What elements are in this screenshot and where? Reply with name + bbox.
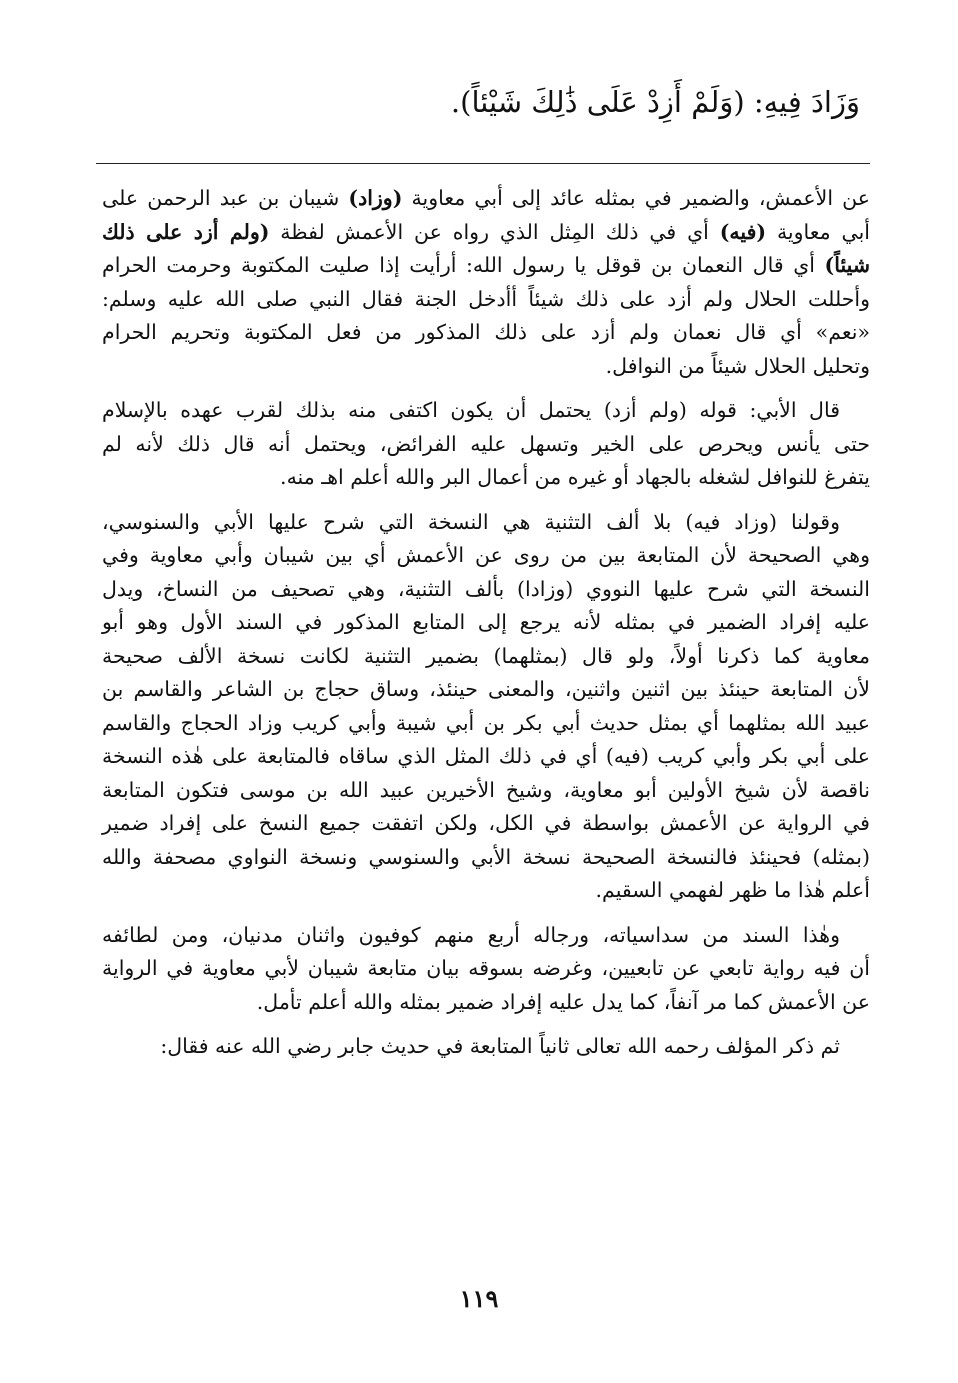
text-line: في الرواية عن الأعمش بواسطة في الكل، ولكن اتفقت جميع النسخ على إفراد ضمير: [102, 811, 870, 835]
text-line: أن فيه رواية تابعي عن تابعيين، وغرضه بسوقه بيان متابعة شيبان لأبي معاوية في الرواية: [102, 956, 870, 980]
text-line: وأحللت الحلال ولم أزد على ذلك شيئاً أأدخل الجنة فقال النبي صلى الله عليه وسلم:: [102, 286, 870, 311]
commentary-text: [102, 182, 870, 1075]
hadith-text-line: وَزَادَ فِيهِ: (وَلَمْ أَزِدْ عَلَى ذَٰلِكَ شَيْئاً).: [450, 85, 860, 119]
commentary-paragraph: [102, 394, 870, 495]
commentary-paragraph: [102, 182, 870, 383]
separator-rule: [96, 163, 870, 164]
page-number: ١١٩: [459, 1284, 499, 1313]
text-line: وتحليل الحلال شيئاً من النوافل.: [605, 353, 870, 378]
text-line: أبي معاوية (فيه) أي في ذلك المِثل الذي رواه عن الأعمش لفظة (ولم أزد على ذلك: [102, 219, 871, 244]
text-line: «نعم» أي قال نعمان ولم أزد على ذلك المذكور من فعل المكتوبة وتحريم الحرام: [102, 320, 870, 344]
commentary-paragraph: [102, 1030, 870, 1064]
commentary-paragraph: [102, 506, 870, 908]
text-line: شيئاً) أي قال النعمان بن قوقل يا رسول الله: أرأيت إذا صليت المكتوبة وحرمت الحرام: [102, 253, 870, 277]
text-line: النسخة التي شرح عليها النووي (وزادا) بألف التثنية، وهي تصحيف من النساخ، ويدل: [102, 576, 870, 601]
text-line: وهي الصحيحة لأن المتابعة بين من روى عن الأعمش أي بين شيبان وأبي معاوية وفي: [102, 543, 870, 567]
text-line: لأن المتابعة حينئذ بين اثنين واثنين، والمعنى حينئذ، وساق حجاج بن الشاعر والقاسم بن: [102, 677, 870, 701]
text-line: عبيد الله بمثلهما أي بمثل حديث أبي بكر بن أبي شيبة وأبي كريب وزاد الحجاج والقاسم: [102, 710, 870, 735]
text-line: على أبي بكر وأبي كريب (فيه) أي في ذلك المثل الذي ساقاه فالمتابعة على هٰذه النسخة: [102, 744, 870, 768]
text-line: قال الأبي: قوله (ولم أزد) يحتمل أن يكون اكتفى منه بذلك لقرب عهده بالإسلام: [102, 398, 840, 422]
text-line: أعلم هٰذا ما ظهر لفهمي السقيم.: [595, 878, 870, 902]
text-line: معاوية كما ذكرنا أولاً، ولو قال (بمثلهما) بضمير التثنية لكانت نسخة الألف صحيحة: [102, 643, 870, 668]
text-line: عليه إفراد الضمير في بمثله لأنه يرجع إلى المتابع المذكور في السند الأول وهو أبو: [102, 610, 870, 634]
text-line: (بمثله) فحينئذ فالنسخة الصحيحة نسخة الأبي والسنوسي ونسخة النواوي مصحفة والله: [102, 844, 870, 869]
text-line: وقولنا (وزاد فيه) بلا ألف التثنية هي النسخة التي شرح عليها الأبي والسنوسي،: [102, 509, 840, 534]
commentary-paragraph: [102, 919, 870, 1020]
text-line: ناقصة لأن شيخ الأولين أبو معاوية، وشيخ الأخيرين عبيد الله بن موسى فتكون المتابعة: [102, 777, 870, 802]
text-line: ثم ذكر المؤلف رحمه الله تعالى ثانياً المتابعة في حديث جابر رضي الله عنه فقال:: [160, 1034, 840, 1058]
text-line: عن الأعمش، والضمير في بمثله عائد إلى أبي معاوية (وزاد) شيبان بن عبد الرحمن على: [102, 186, 870, 210]
text-line: عن الأعمش كما مر آنفاً، كما يدل عليه إفراد ضمير بمثله والله أعلم تأمل.: [256, 989, 870, 1014]
text-line: حتى يأنس ويحرص على الخير وتسهل عليه الفرائض، ويحتمل أنه قال ذلك لأنه لم: [102, 431, 870, 456]
text-line: يتفرغ للنوافل لشغله بالجهاد أو غيره من أعمال البر والله أعلم اهـ منه.: [280, 465, 870, 489]
text-line: وهٰذا السند من سداسياته، ورجاله أربع منهم كوفيون واثنان مدنيان، ومن لطائفه: [102, 922, 840, 947]
